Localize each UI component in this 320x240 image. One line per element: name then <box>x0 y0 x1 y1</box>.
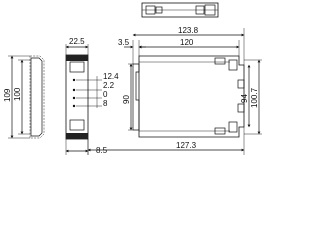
dim-22-5: 22.5 <box>69 37 85 46</box>
dim-109: 109 <box>3 88 12 102</box>
top-view <box>142 3 218 17</box>
dim-12-4: 12.4 <box>103 72 119 81</box>
dim-8: 8 <box>103 99 108 108</box>
dim-100: 100 <box>13 87 22 101</box>
dim-127-3: 127.3 <box>176 141 197 150</box>
main-view <box>88 28 262 155</box>
dim-3-5: 3.5 <box>118 38 130 47</box>
dim-100-7: 100.7 <box>250 87 259 108</box>
dim-120: 120 <box>180 38 194 47</box>
front-view <box>66 44 102 155</box>
dim-2-2: 2.2 <box>103 81 115 90</box>
dim-94: 94 <box>240 94 249 103</box>
dim-0: 0 <box>103 90 108 99</box>
dim-90: 90 <box>122 95 131 104</box>
dim-8-5: 8.5 <box>96 146 108 155</box>
dim-123-8: 123.8 <box>178 26 199 35</box>
